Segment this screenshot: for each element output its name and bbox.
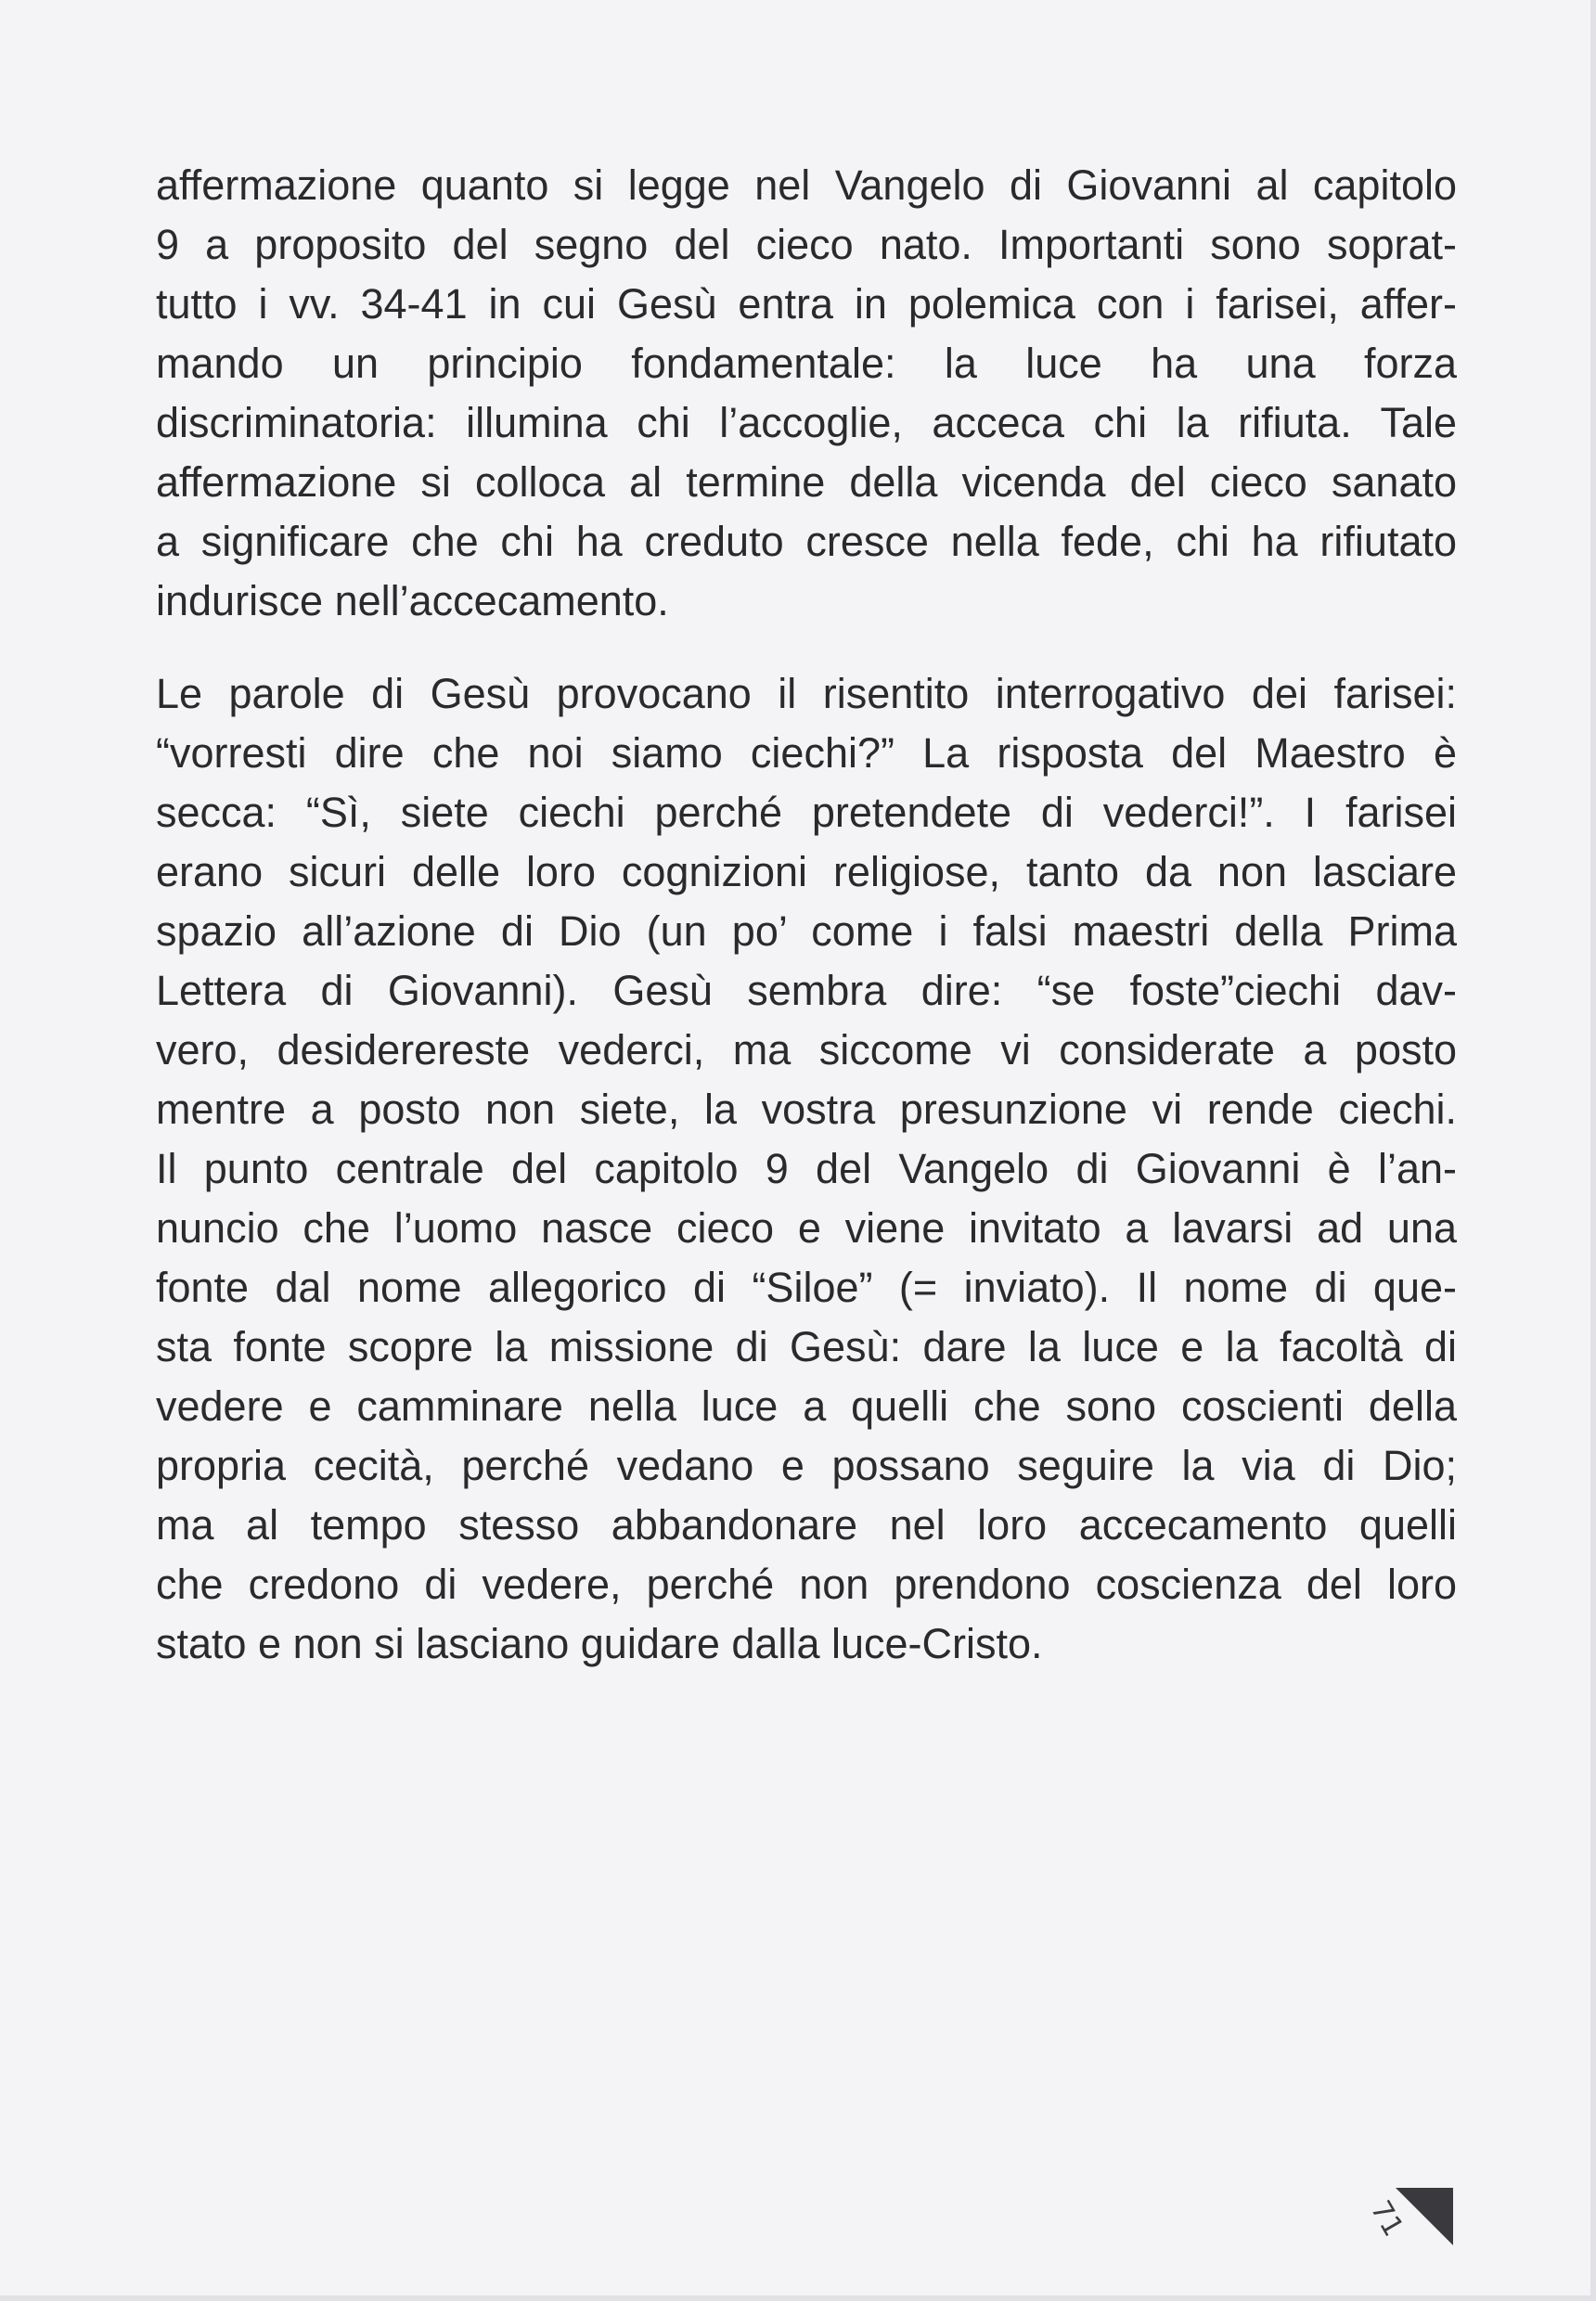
text-line: stato e non si lasciano guidare dalla luce-Cristo. — [156, 1620, 1043, 1667]
text-line: Le parole di Gesù provocano il risentito interrogativo dei farisei: — [156, 670, 1457, 717]
text-line: sta fonte scopre la missione di Gesù: dare la luce e la facoltà di — [156, 1323, 1457, 1370]
text-line: mentre a posto non siete, la vostra presunzione vi rende ciechi. — [156, 1086, 1457, 1133]
paragraph-2 — [156, 664, 1457, 1674]
text-line: spazio all’azione di Dio (un po’ come i falsi maestri della Prima — [156, 907, 1457, 955]
text-line: discriminatoria: illumina chi l’accoglie, acceca chi la rifiuta. Tale — [156, 399, 1457, 446]
text-line: a significare che chi ha creduto cresce nella fede, chi ha rifiutato — [156, 518, 1457, 565]
page-number: 71 — [1363, 2195, 1410, 2243]
text-line: mando un principio fondamentale: la luce ha una forza — [156, 340, 1457, 387]
text-line: vero, desiderereste vederci, ma siccome vi considerate a posto — [156, 1026, 1457, 1073]
text-line: propria cecità, perché vedano e possano seguire la via di Dio; — [156, 1442, 1457, 1489]
text-line: ma al tempo stesso abbandonare nel loro accecamento quelli — [156, 1501, 1457, 1549]
text-line: Lettera di Giovanni). Gesù sembra dire: “se foste”ciechi dav- — [156, 967, 1457, 1014]
body-text — [156, 156, 1457, 1674]
text-line: indurisce nell’accecamento. — [156, 577, 669, 624]
text-line: erano sicuri delle loro cognizioni religiose, tanto da non lasciare — [156, 848, 1457, 895]
text-line: affermazione si colloca al termine della vicenda del cieco sanato — [156, 458, 1457, 506]
text-line: che credono di vedere, perché non prendono coscienza del loro — [156, 1561, 1457, 1608]
text-line: nuncio che l’uomo nasce cieco e viene invitato a lavarsi ad una — [156, 1204, 1457, 1252]
text-line: affermazione quanto si legge nel Vangelo di Giovanni al capitolo — [156, 161, 1457, 209]
text-line: Il punto centrale del capitolo 9 del Vangelo di Giovanni è l’an- — [156, 1145, 1457, 1192]
paragraph-1 — [156, 156, 1457, 631]
text-line: 9 a proposito del segno del cieco nato. Importanti sono soprat- — [156, 221, 1457, 268]
text-line: tutto i vv. 34-41 in cui Gesù entra in polemica con i farisei, affer- — [156, 280, 1457, 328]
text-line: fonte dal nome allegorico di “Siloe” (= inviato). Il nome di que- — [156, 1264, 1457, 1311]
text-line: “vorresti dire che noi siamo ciechi?” La risposta del Maestro è — [156, 729, 1457, 777]
text-line: vedere e camminare nella luce a quelli che sono coscienti della — [156, 1382, 1457, 1430]
text-line: secca: “Sì, siete ciechi perché pretendete di vederci!”. I farisei — [156, 789, 1457, 836]
